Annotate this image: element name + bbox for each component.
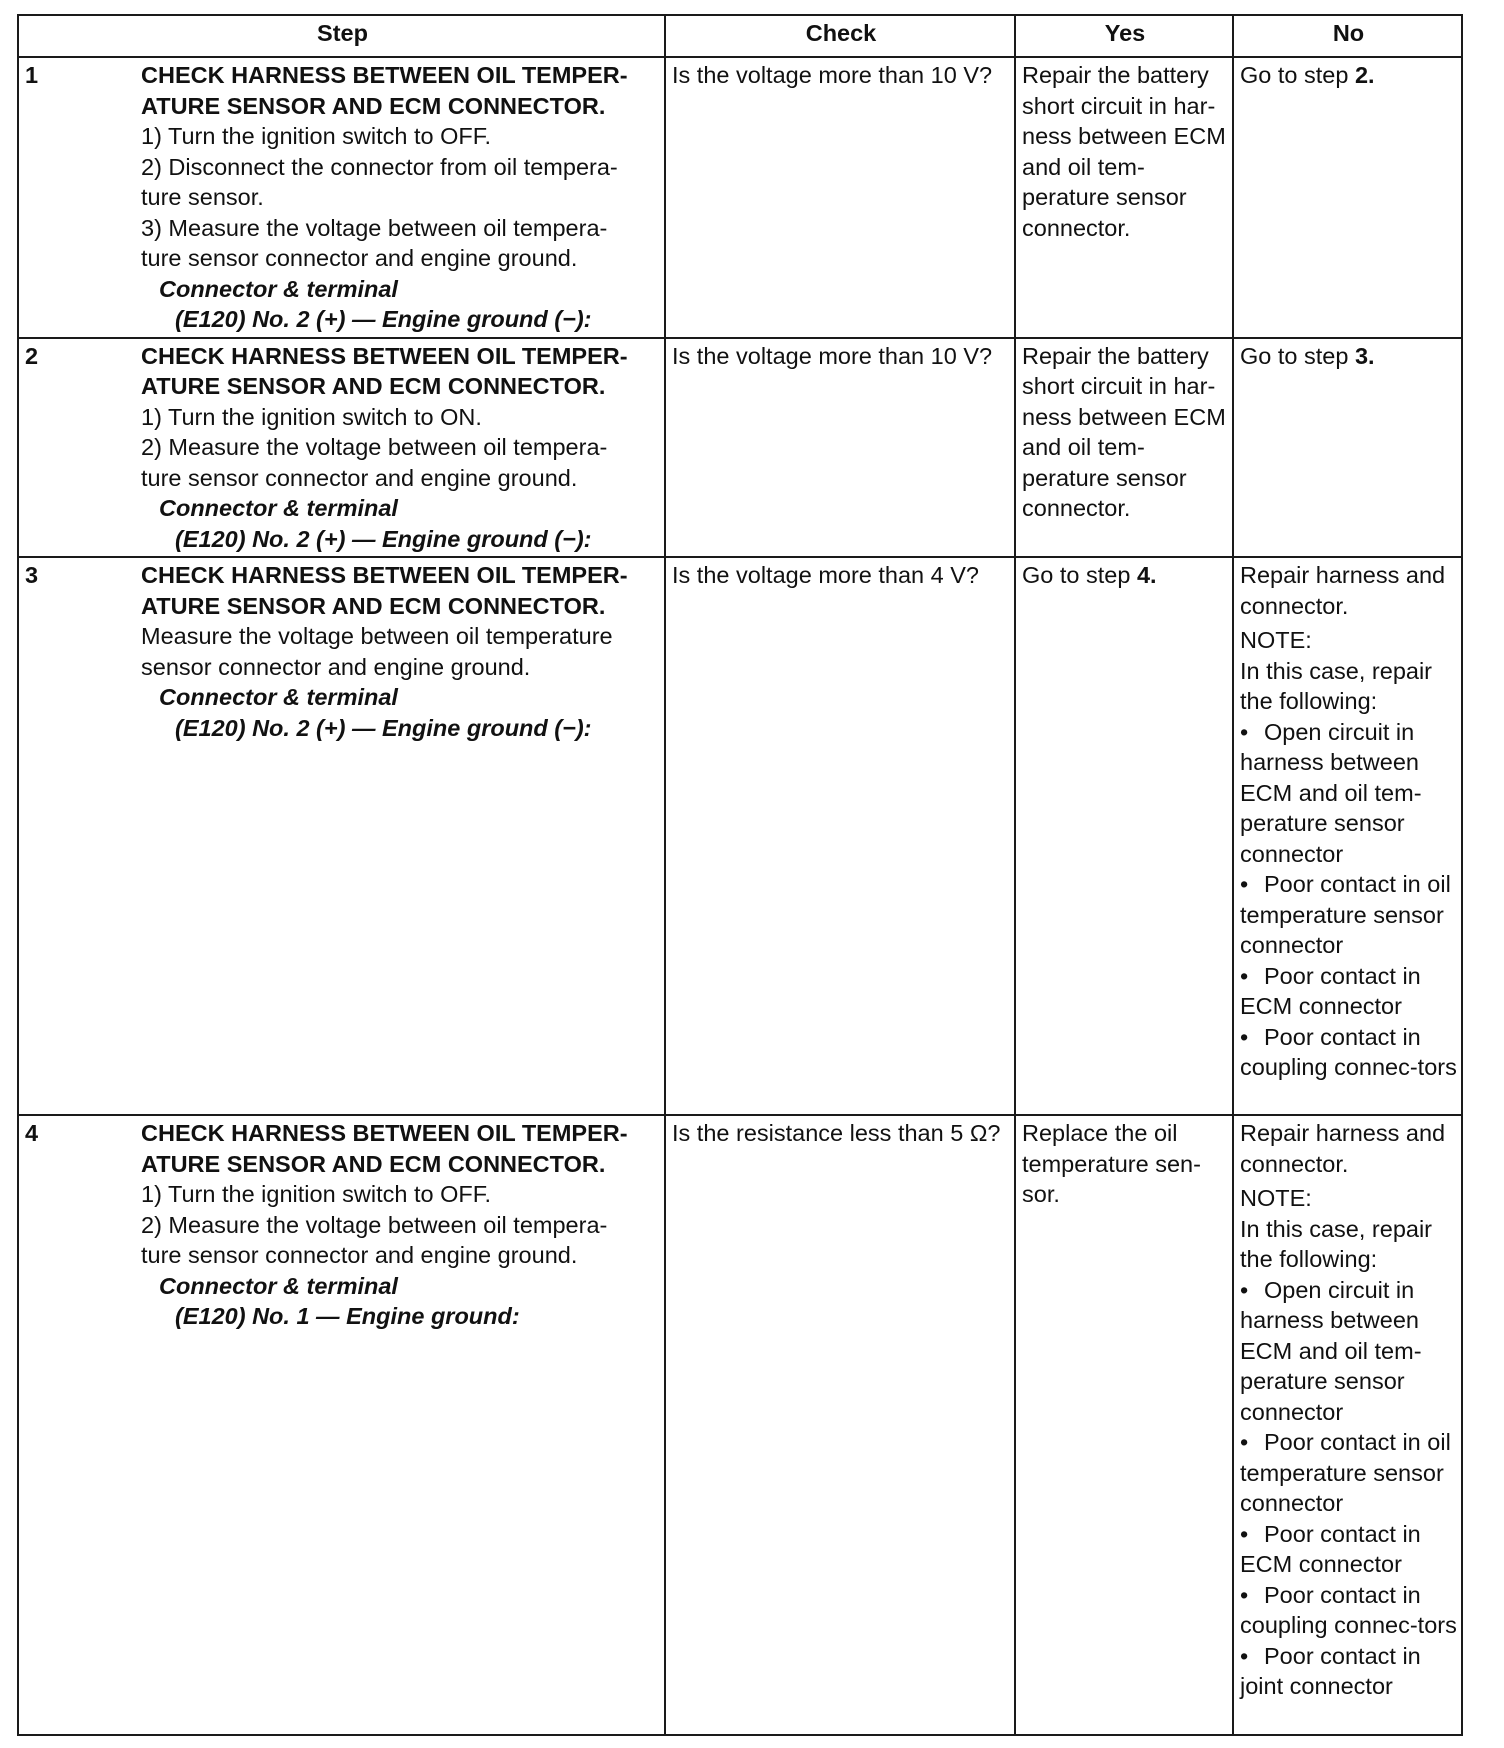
bullet-icon: • [1240, 1642, 1249, 1669]
yes-cell [1015, 1115, 1233, 1735]
step-instruction: 2) Measure the voltage between oil tempera- [141, 1211, 608, 1238]
step-cell [18, 57, 665, 338]
yes-cell [1015, 557, 1233, 1115]
no-cell [1233, 57, 1462, 338]
header-check: Check [665, 15, 1015, 57]
step-number: 3 [25, 562, 39, 588]
no-action: Go to step 3. [1240, 342, 1375, 369]
check-question: Is the resistance less than 5 Ω? [672, 1120, 1001, 1146]
header-row [18, 15, 1462, 57]
no-cell [1233, 338, 1462, 558]
goto-step-number: 2 [1354, 62, 1369, 88]
yes-cell [1015, 338, 1233, 558]
note-text: In this case, repair the following: [1240, 657, 1433, 714]
yes-action: Go to step 4. [1022, 562, 1157, 588]
header-step: Step [18, 15, 665, 57]
check-cell [665, 557, 1015, 1115]
list-item: • Poor contact in oil temperature sensor connector [1240, 1429, 1451, 1516]
step-title-line: ATURE SENSOR AND ECM CONNECTOR. [141, 592, 606, 619]
step-title-line: CHECK HARNESS BETWEEN OIL TEMPER- [141, 562, 628, 588]
connector-label: Connector & terminal [159, 495, 398, 521]
no-action: Repair harness and connector. [1240, 562, 1446, 619]
header-yes: Yes [1015, 15, 1233, 57]
connector-terminal: (E120) No. 2 (+) — Engine ground (−): [175, 306, 592, 332]
step-instruction: 3) Measure the voltage between oil tempera- [141, 214, 608, 241]
goto-step-number: 4 [1136, 562, 1151, 588]
table-row [18, 57, 1462, 338]
table-row [18, 557, 1462, 1115]
table-row [18, 338, 1462, 558]
check-cell [665, 1115, 1015, 1735]
connector-label: Connector & terminal [159, 684, 398, 710]
list-item: • Poor contact in joint connector [1240, 1642, 1421, 1699]
goto-step-number: 3 [1354, 342, 1369, 369]
step-title-line: ATURE SENSOR AND ECM CONNECTOR. [141, 373, 606, 399]
no-cell [1233, 1115, 1462, 1735]
step-title-line: CHECK HARNESS BETWEEN OIL TEMPER- [141, 62, 628, 88]
connector-label: Connector & terminal [159, 1272, 398, 1299]
check-cell [665, 57, 1015, 338]
table-row [18, 1115, 1462, 1735]
list-item: • Poor contact in coupling connec-tors [1240, 1581, 1457, 1638]
list-item: • Poor contact in oil temperature sensor connector [1240, 871, 1451, 958]
step-instruction: ture sensor connector and engine ground. [141, 1242, 578, 1268]
step-instruction: ture sensor connector and engine ground. [141, 245, 578, 271]
step-title-line: CHECK HARNESS BETWEEN OIL TEMPER- [141, 342, 628, 369]
check-question: Is the voltage more than 4 V? [672, 562, 979, 588]
step-number: 2 [25, 342, 39, 369]
connector-terminal: (E120) No. 2 (+) — Engine ground (−): [175, 525, 592, 552]
step-instruction: 2) Disconnect the connector from oil tempera- [141, 153, 618, 180]
step-title-line: ATURE SENSOR AND ECM CONNECTOR. [141, 92, 606, 119]
step-instruction: Measure the voltage between oil temperature [141, 623, 613, 649]
check-question: Is the voltage more than 10 V? [672, 62, 993, 88]
list-item: • Poor contact in ECM connector [1240, 962, 1421, 1019]
bullet-icon: • [1240, 1429, 1249, 1455]
no-action: Repair harness and connector. [1240, 1120, 1446, 1177]
step-cell [18, 338, 665, 558]
step-instruction: 1) Turn the ignition switch to ON. [141, 403, 482, 430]
bullet-icon: • [1240, 1023, 1249, 1050]
list-item: • Open circuit in harness between ECM and oil tem-perature sensor connector [1240, 1276, 1422, 1425]
list-item: • Poor contact in ECM connector [1240, 1520, 1421, 1577]
step-title-line: CHECK HARNESS BETWEEN OIL TEMPER- [141, 1120, 628, 1146]
step-cell [18, 557, 665, 1115]
step-instruction: ture sensor connector and engine ground. [141, 464, 578, 491]
yes-action: Repair the battery short circuit in har-ness between ECM and oil tem-perature sensor connector. [1022, 342, 1226, 521]
step-instruction: sensor connector and engine ground. [141, 653, 531, 680]
bullet-icon: • [1240, 1276, 1249, 1303]
list-item: • Poor contact in coupling connec-tors [1240, 1023, 1457, 1080]
step-number: 1 [25, 62, 39, 88]
yes-cell [1015, 57, 1233, 338]
step-number: 4 [25, 1120, 39, 1146]
no-action: Go to step 2. [1240, 62, 1375, 88]
list-item: • Open circuit in harness between ECM and oil tem-perature sensor connector [1240, 718, 1422, 867]
connector-label: Connector & terminal [159, 275, 398, 302]
no-cell [1233, 557, 1462, 1115]
connector-terminal: (E120) No. 1 — Engine ground: [175, 1303, 520, 1329]
bullet-icon: • [1240, 718, 1249, 745]
check-question: Is the voltage more than 10 V? [672, 342, 993, 369]
note-heading: NOTE: [1240, 627, 1312, 653]
step-instruction: 1) Turn the ignition switch to OFF. [141, 123, 492, 149]
connector-terminal: (E120) No. 2 (+) — Engine ground (−): [175, 714, 592, 741]
diagnostic-table [17, 14, 1463, 1736]
step-instruction: ture sensor. [141, 184, 264, 210]
step-instruction: 2) Measure the voltage between oil tempera- [141, 434, 608, 460]
header-no: No [1233, 15, 1462, 57]
check-cell [665, 338, 1015, 558]
step-title-line: ATURE SENSOR AND ECM CONNECTOR. [141, 1150, 606, 1177]
note-text: In this case, repair the following: [1240, 1215, 1433, 1272]
note-heading: NOTE: [1240, 1185, 1312, 1211]
yes-action: Repair the battery short circuit in har-ness between ECM and oil tem-perature sensor connector. [1022, 62, 1226, 241]
bullet-icon: • [1240, 871, 1249, 897]
bullet-icon: • [1240, 962, 1249, 989]
bullet-icon: • [1240, 1581, 1249, 1608]
bullet-icon: • [1240, 1520, 1249, 1547]
step-cell [18, 1115, 665, 1735]
step-instruction: 1) Turn the ignition switch to OFF. [141, 1181, 492, 1207]
yes-action: Replace the oil temperature sen-sor. [1022, 1120, 1201, 1207]
